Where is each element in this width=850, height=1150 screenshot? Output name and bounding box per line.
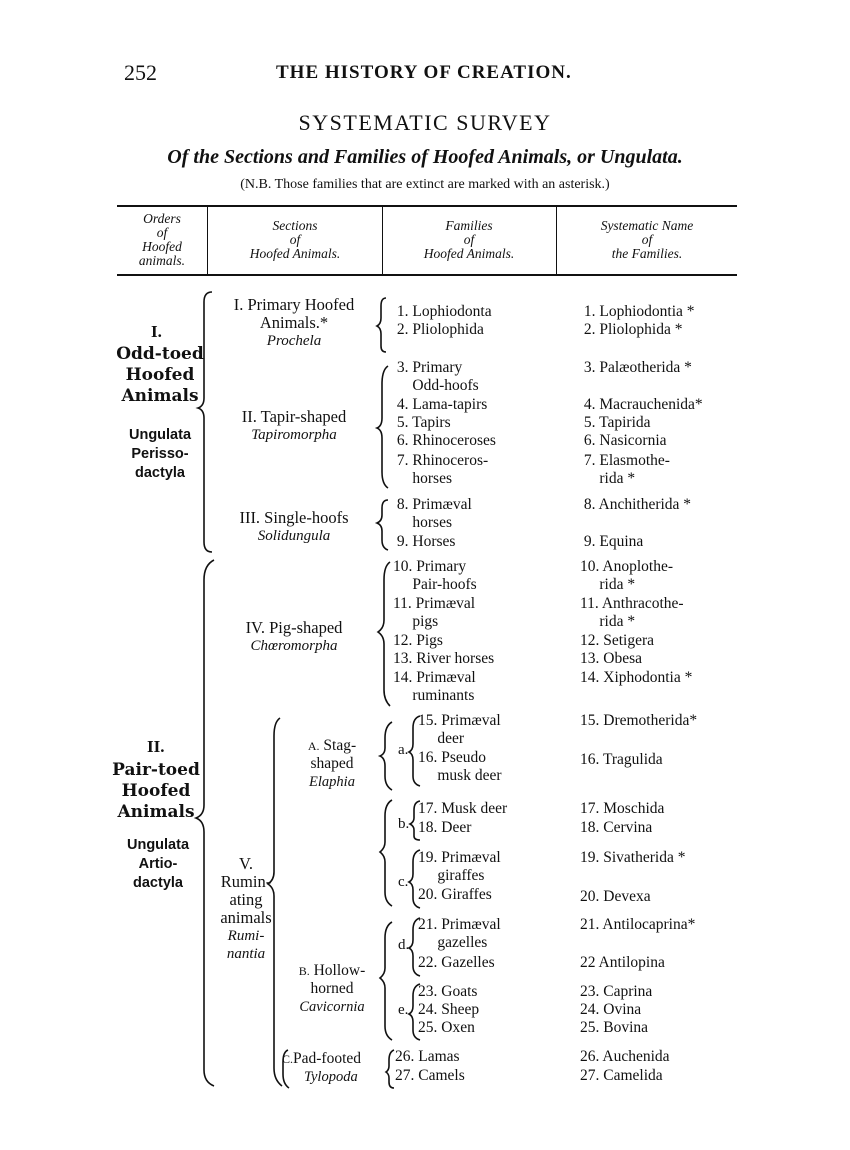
section-brace <box>378 562 390 706</box>
systematic-entry: 5. Tapirida <box>580 414 651 431</box>
family-entry: 14. Primæval ruminants <box>393 669 476 705</box>
systematic-entry: 19. Sivatherida * <box>580 849 686 866</box>
subsection-brace <box>380 800 392 906</box>
section-brace <box>268 718 282 1086</box>
column-header-families: Families of Hoofed Animals. <box>423 218 515 261</box>
subsection-stag-shaped: A. Stag- shaped Elaphia <box>307 737 357 790</box>
group-brace <box>410 801 420 840</box>
group-letter: b. <box>398 816 410 832</box>
systematic-entry: 3. Palæotherida * <box>580 359 692 376</box>
systematic-entry: 10. Anoplothe- rida * <box>580 558 673 594</box>
family-entry: 1. Lophiodonta <box>393 303 492 320</box>
systematic-entry: 21. Antilocaprina* <box>580 916 696 933</box>
group-brace <box>386 1050 394 1088</box>
family-entry: 21. Primæval gazelles <box>418 916 501 952</box>
systematic-entry: 2. Pliolophida * <box>580 321 683 338</box>
order-common-name: Pair-toed Hoofed Animals <box>112 760 200 822</box>
family-entry: 7. Rhinoceros- horses <box>396 452 489 488</box>
family-entry: 9. Horses <box>393 533 456 550</box>
family-entry: 27. Camels <box>395 1067 465 1084</box>
section-ruminating: V. Rumin- ating animals Rumi- nantia <box>220 854 272 962</box>
order-latin-name: Ungulata Artio- dactyla <box>126 837 190 891</box>
family-entry: 2. Pliolophida <box>393 321 484 338</box>
family-entry: 22. Gazelles <box>418 954 495 971</box>
order-numeral: II. <box>147 737 165 756</box>
systematic-entry: 22 Antilopina <box>580 954 665 971</box>
group-brace <box>409 850 420 908</box>
family-entry: 18. Deer <box>418 819 472 836</box>
subsection-hollow-horned: B. Hollow- horned Cavicornia <box>298 962 366 1015</box>
survey-note: (N.B. Those families that are extinct are marked with an asterisk.) <box>240 177 610 192</box>
family-entry: 20. Giraffes <box>418 886 492 903</box>
family-entry: 8. Primæval horses <box>396 496 472 532</box>
subsection-brace <box>380 722 392 790</box>
order-brace <box>196 560 214 1086</box>
family-entry: 13. River horses <box>393 650 495 667</box>
systematic-entry: 23. Caprina <box>580 983 653 1000</box>
family-entry: 24. Sheep <box>418 1001 480 1018</box>
family-entry: 6. Rhinoceroses <box>393 432 496 449</box>
family-entry: 12. Pigs <box>393 632 443 649</box>
column-header-orders: Orders of Hoofed animals. <box>138 211 186 268</box>
systematic-entry: 4. Macrauchenida* <box>580 396 703 413</box>
family-entry: 25. Oxen <box>418 1019 475 1036</box>
subsection-brace <box>380 922 392 1040</box>
section-single-hoofs: III. Single-hoofs Solidungula <box>239 508 349 544</box>
family-entry: 17. Musk deer <box>418 800 508 817</box>
column-header-systematic: Systematic Name of the Families. <box>600 218 694 261</box>
survey-title: SYSTEMATIC SURVEY <box>298 110 552 135</box>
survey-subtitle: Of the Sections and Families of Hoofed Animals, or Ungulata. <box>167 146 683 168</box>
group-letter: e. <box>398 1002 409 1018</box>
systematic-entry: 12. Setigera <box>580 632 655 649</box>
systematic-entry: 13. Obesa <box>580 650 642 667</box>
systematic-entry: 8. Anchitherida * <box>580 496 692 513</box>
systematic-entry: 6. Nasicornia <box>580 432 667 449</box>
systematic-entry: 11. Anthracothe- rida * <box>580 595 684 631</box>
group-letter: d. <box>398 937 410 953</box>
family-entry: 15. Primæval deer <box>418 712 501 748</box>
order-brace <box>198 292 212 552</box>
family-entry: 19. Primæval giraffes <box>418 849 501 885</box>
column-header-sections: Sections of Hoofed Animals. <box>249 218 341 261</box>
order-common-name: Odd-toed Hoofed Animals <box>116 344 204 406</box>
order-latin-name: Ungulata Perisso- dactyla <box>128 427 192 481</box>
systematic-entry: 16. Tragulida <box>580 751 663 768</box>
family-entry: 23. Goats <box>418 983 478 1000</box>
page-number: 252 <box>124 60 157 85</box>
group-brace <box>409 918 420 976</box>
section-primary-hoofed: I. Primary Hoofed Animals.* Prochela <box>233 295 355 349</box>
family-entry: 4. Lama-tapirs <box>393 396 488 413</box>
systematic-entry: 25. Bovina <box>580 1019 649 1036</box>
family-entry: 26. Lamas <box>395 1048 460 1065</box>
running-head: THE HISTORY OF CREATION. <box>276 62 572 83</box>
family-entry: 16. Pseudo musk deer <box>418 749 502 785</box>
family-entry: 10. Primary Pair-hoofs <box>393 558 477 594</box>
group-brace <box>409 716 420 786</box>
group-brace <box>409 984 420 1040</box>
systematic-entry: 7. Elasmothe- rida * <box>583 452 670 488</box>
systematic-entry: 26. Auchenida <box>580 1048 670 1065</box>
section-brace <box>377 366 388 488</box>
group-letter: c. <box>398 874 409 890</box>
section-brace <box>377 500 388 550</box>
subsection-brace <box>283 1050 289 1088</box>
order-numeral: I. <box>151 322 162 341</box>
systematic-entry: 18. Cervina <box>580 819 653 836</box>
systematic-entry: 9. Equina <box>580 533 644 550</box>
group-letter: a. <box>398 742 409 758</box>
systematic-entry: 14. Xiphodontia * <box>580 669 693 686</box>
family-entry: 3. Primary Odd-hoofs <box>396 359 479 395</box>
systematic-entry: 1. Lophiodontia * <box>580 303 695 320</box>
systematic-entry: 20. Devexa <box>580 888 651 905</box>
subsection-pad-footed: C.Pad-footed Tylopoda <box>282 1050 362 1085</box>
systematic-entry: 24. Ovina <box>580 1001 642 1018</box>
section-tapir-shaped: II. Tapir-shaped Tapiromorpha <box>241 407 347 443</box>
family-entry: 11. Primæval pigs <box>393 595 476 631</box>
systematic-entry: 17. Moschida <box>580 800 665 817</box>
section-pig-shaped: IV. Pig-shaped Chœromorpha <box>245 618 343 654</box>
section-brace <box>377 298 386 352</box>
systematic-entry: 15. Dremotherida* <box>580 712 698 729</box>
systematic-entry: 27. Camelida <box>580 1067 663 1084</box>
family-entry: 5. Tapirs <box>393 414 451 431</box>
